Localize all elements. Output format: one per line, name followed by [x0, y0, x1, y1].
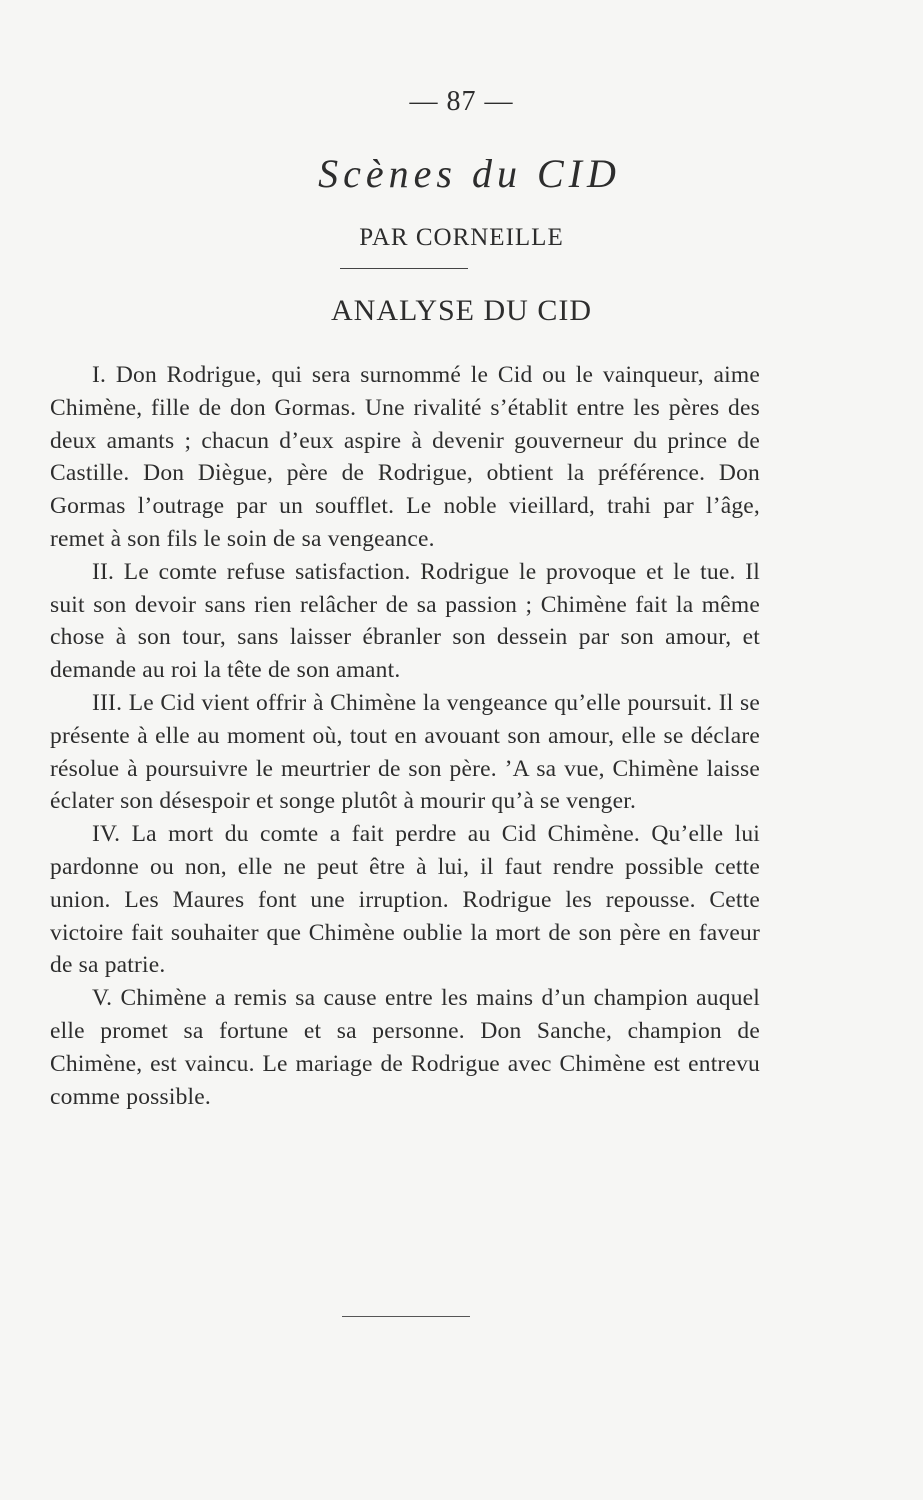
author-line: PAR CORNEILLE	[359, 224, 564, 251]
paragraph-act-4: IV. La mort du comte a fait perdre au Cid Chimène. Qu’elle lui pardonne ou non, elle ne peut être à lui, il faut rendre possible cette union. Les Maures font une irruption. Rodrigue les repousse. Cette victoire fait souhaiter que Chimène oublie la mort de son père en faveur de sa patrie.	[50, 821, 760, 979]
end-divider-rule	[342, 1316, 470, 1317]
divider-rule	[340, 268, 468, 269]
paragraph-act-2: II. Le comte refuse satisfaction. Rodrigue le provoque et le tue. Il suit son devoir sans rien relâcher de sa passion ; Chimène fait la même chose à son tour, sans laisser ébranler son dessein par son amour, et demande au roi la tête de son amant.	[50, 558, 760, 684]
analysis-text	[50, 359, 760, 1113]
paragraph-act-5: V. Chimène a remis sa cause entre les mains d’un champion auquel elle promet sa fortune et sa personne. Don Sanche, champion de Chimène, est vaincu. Le mariage de Rodrigue avec Chimène est entrevu comme possible.	[50, 985, 760, 1110]
section-heading: ANALYSE DU CID	[331, 294, 592, 327]
paragraph-act-1: I. Don Rodrigue, qui sera surnommé le Cid ou le vainqueur, aime Chimène, fille de don Gormas. Une rivalité s’établit entre les pères des deux amants ; chacun d’eux aspire à devenir gouverneur du prince de Castille. Don Diègue, père de Rodrigue, obtient la préférence. Don Gormas l’outrage par un soufflet. Le noble vieillard, trahi par l’âge, remet à son fils le soin de sa vengeance.	[50, 362, 760, 552]
page-title: Scènes du CID	[318, 151, 621, 196]
page-number: — 87 —	[409, 86, 514, 117]
paragraph-act-3: III. Le Cid vient offrir à Chimène la vengeance qu’elle poursuit. Il se présente à elle au moment où, tout en avouant son amour, elle se déclare résolue à poursuivre le meurtrier de son père. ’A sa vue, Chimène laisse éclater son désespoir et songe plutôt à mourir qu’à se venger.	[50, 689, 760, 815]
